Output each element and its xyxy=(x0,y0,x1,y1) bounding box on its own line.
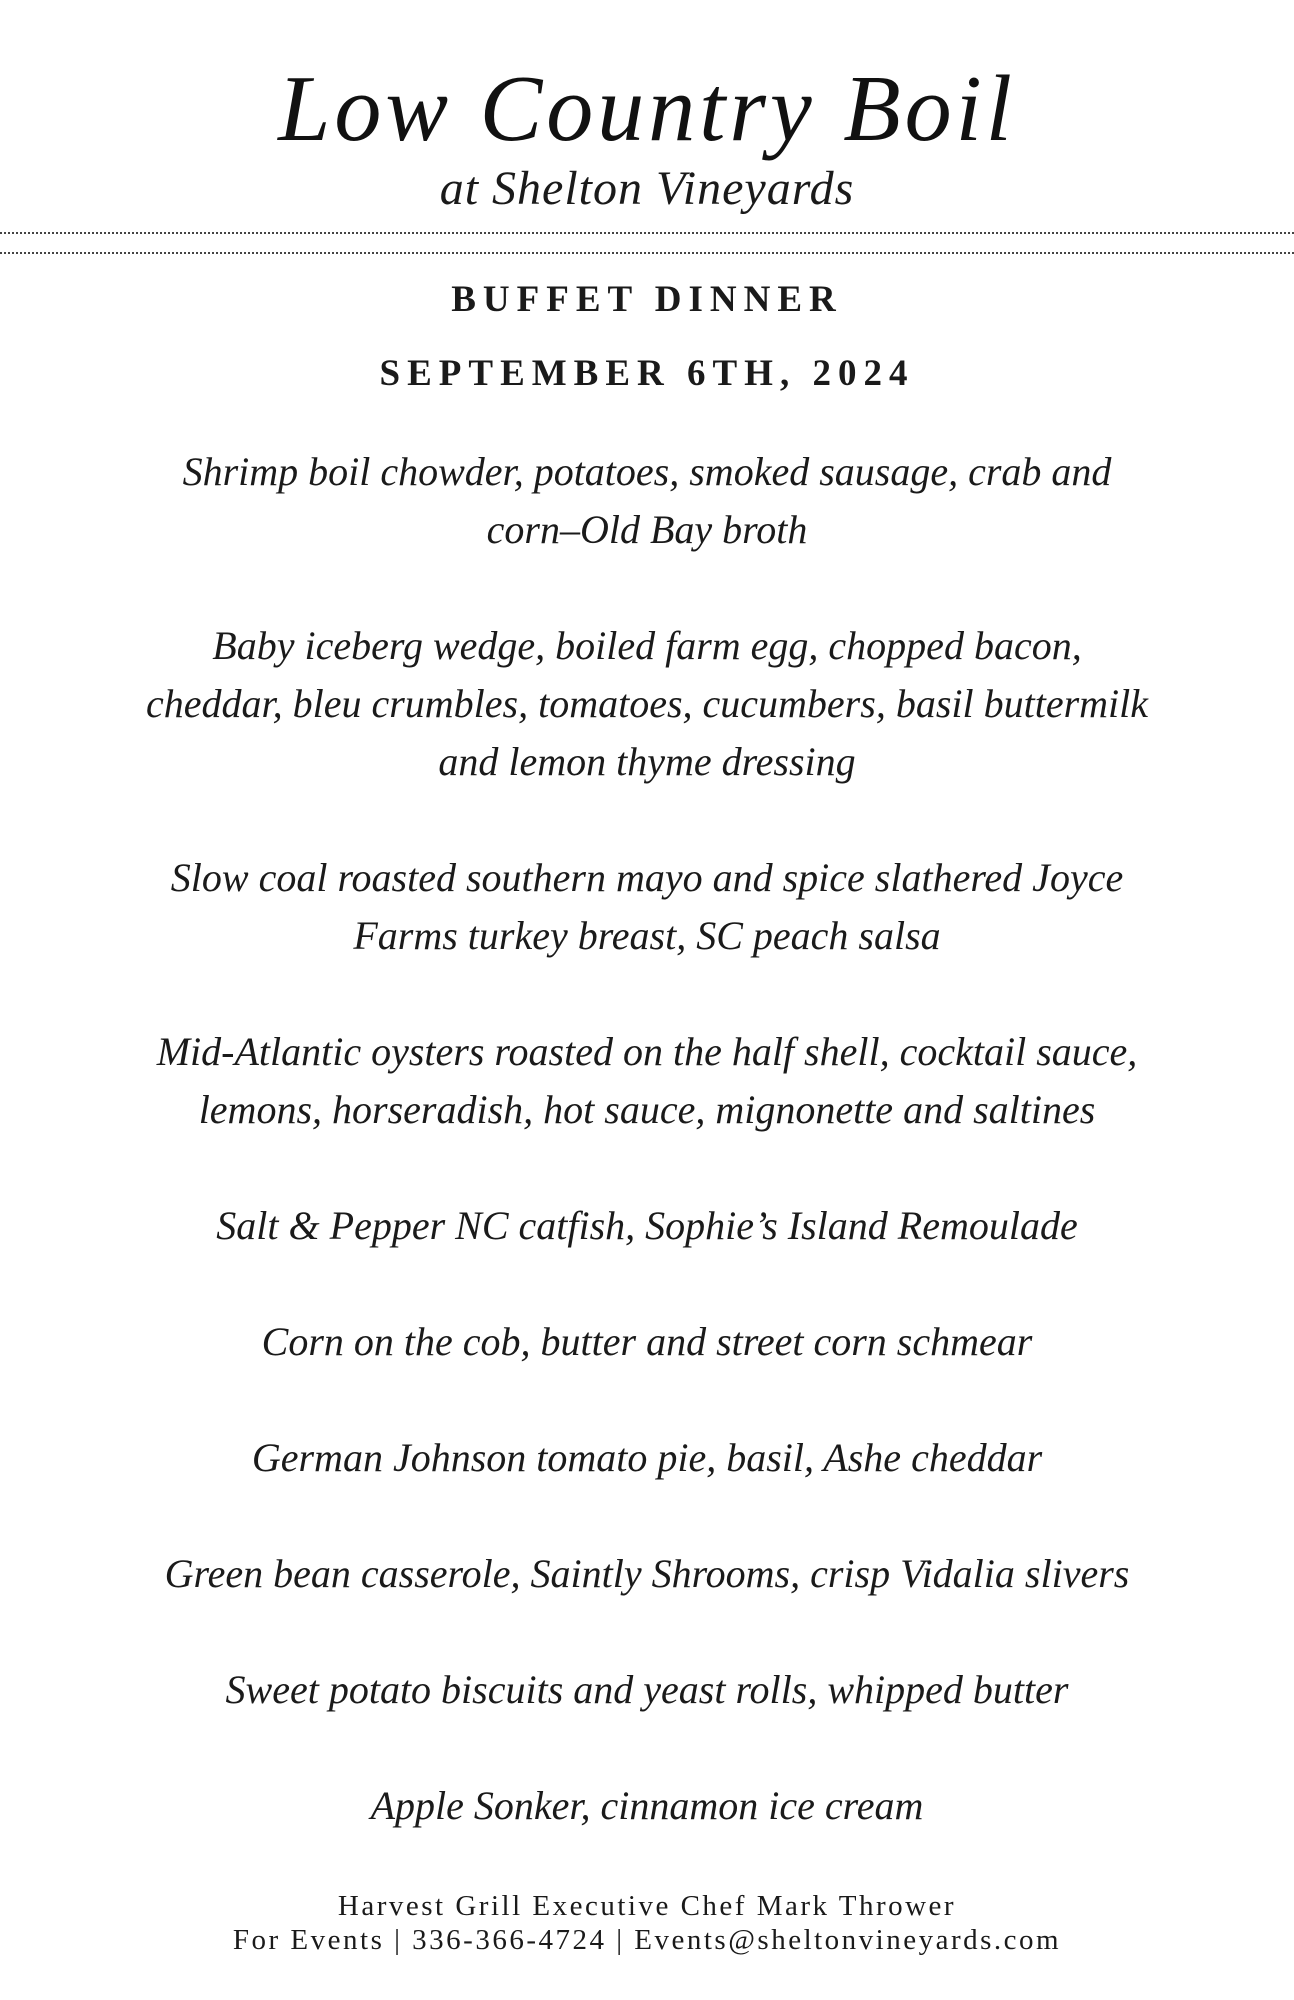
menu-item-oysters: Mid-Atlantic oysters roasted on the half shell, cocktail sauce, lemons, horseradish, hot sauce, mignonette and saltines xyxy=(156,1029,1138,1132)
venue-subtitle: at Shelton Vineyards xyxy=(439,162,855,215)
menu-item-chowder: Shrimp boil chowder, potatoes, smoked sausage, crab and corn–Old Bay broth xyxy=(182,449,1112,552)
menu-item-corn-on-the-cob: Corn on the cob, butter and street corn schmear xyxy=(261,1319,1033,1364)
menu-item-catfish: Salt & Pepper NC catfish, Sophie’s Island Remoulade xyxy=(216,1203,1078,1248)
events-contact: For Events | 336-366-4724 | Events@sheltonvineyards.com xyxy=(232,1924,1062,1956)
event-type-heading: BUFFET DINNER xyxy=(451,279,843,320)
menu-item-apple-sonker: Apple Sonker, cinnamon ice cream xyxy=(370,1783,924,1828)
menu-item-tomato-pie: German Johnson tomato pie, basil, Ashe cheddar xyxy=(251,1435,1043,1480)
dotted-divider-top xyxy=(0,232,1294,234)
menu-list xyxy=(140,443,1154,1893)
menu-item-iceberg-wedge: Baby iceberg wedge, boiled farm egg, chopped bacon, cheddar, bleu crumbles, tomatoes, cucumbers, basil buttermilk and lemon thyme dressing xyxy=(145,623,1149,784)
menu-item-green-bean-casserole: Green bean casserole, Saintly Shrooms, crisp Vidalia slivers xyxy=(164,1551,1130,1596)
dotted-divider-bottom xyxy=(0,252,1294,254)
event-date-heading: SEPTEMBER 6TH, 2024 xyxy=(379,353,915,394)
menu-item-turkey-breast: Slow coal roasted southern mayo and spice slathered Joyce Farms turkey breast, SC peach salsa xyxy=(170,855,1124,958)
menu-title: Low Country Boil xyxy=(278,57,1016,161)
menu-item-biscuits-rolls: Sweet potato biscuits and yeast rolls, whipped butter xyxy=(225,1667,1069,1712)
chef-credit: Harvest Grill Executive Chef Mark Thrower xyxy=(337,1890,957,1922)
